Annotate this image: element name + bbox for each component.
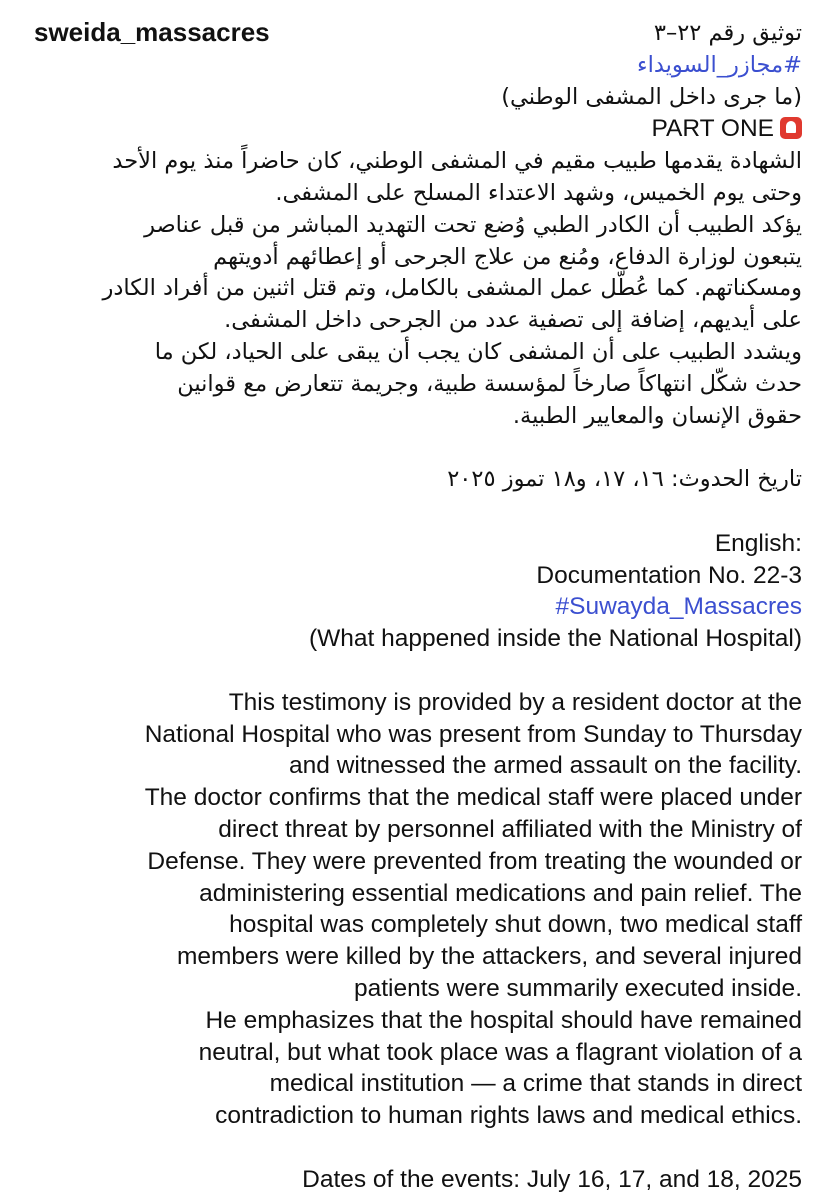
arabic-body-line: ومسكناتهم. كما عُطّل عمل المشفى بالكامل، وتم قتل اثنين من أفراد الكادر xyxy=(102,275,802,302)
arabic-doc-number: توثيق رقم ٢٢–٣ xyxy=(653,20,802,46)
paragraph-gap xyxy=(30,655,802,687)
english-body-line: Defense. They were prevented from treating the wounded or xyxy=(147,847,802,875)
paragraph-gap xyxy=(30,432,802,464)
english-body-line: administering essential medications and pain relief. The xyxy=(199,879,802,907)
post-body xyxy=(30,18,802,1195)
english-body-line: This testimony is provided by a resident doctor at the xyxy=(228,688,802,716)
english-body-line: The doctor confirms that the medical staff were placed under xyxy=(144,784,802,812)
arabic-body-line: وحتى يوم الخميس، وشهد الاعتداء المسلح على المشفى. xyxy=(275,179,802,206)
paragraph-gap xyxy=(30,1132,802,1164)
english-body-line: direct threat by personnel affiliated with the Ministry of xyxy=(218,815,802,843)
part-one-heading xyxy=(30,113,802,146)
arabic-body-line: حقوق الإنسان والمعايير الطبية. xyxy=(512,402,802,429)
arabic-hashtag-link[interactable]: #مجازر_السويداء xyxy=(637,51,802,78)
english-body-line: hospital was completely shut down, two medical staff xyxy=(229,911,802,939)
arabic-body-line: حدث شكّل انتهاكاً صارخاً لمؤسسة طبية، وجريمة تتعارض مع قوانين xyxy=(177,370,802,397)
arabic-body-line: على أيديهم، إضافة إلى تصفية عدد من الجرحى داخل المشفى. xyxy=(224,307,802,334)
english-body-line: patients were summarily executed inside. xyxy=(353,974,802,1002)
english-subtitle: (What happened inside the National Hospital) xyxy=(308,625,802,653)
english-body-line: and witnessed the armed assault on the facility. xyxy=(289,752,802,780)
part-one-label: PART ONE xyxy=(651,115,774,143)
english-section xyxy=(30,528,802,1196)
english-hashtag-link[interactable]: #Suwayda_Massacres xyxy=(555,593,802,621)
english-body-line: medical institution — a crime that stands in direct xyxy=(269,1070,802,1098)
arabic-subtitle: (ما جرى داخل المشفى الوطني) xyxy=(501,83,802,110)
english-dates-line: Dates of the events: July 16, 17, and 18, 2025 xyxy=(302,1165,802,1193)
english-body-line: members were killed by the attackers, and several injured xyxy=(176,943,802,971)
siren-icon xyxy=(780,117,802,139)
arabic-dates-line: تاريخ الحدوث: ١٦، ١٧، و١٨ تموز ٢٠٢٥ xyxy=(447,466,802,493)
arabic-body-line: يؤكد الطبيب أن الكادر الطبي وُضع تحت التهديد المباشر من قبل عناصر xyxy=(144,211,802,238)
arabic-section xyxy=(30,18,802,528)
english-doc-number: Documentation No. 22-3 xyxy=(536,561,802,589)
english-body-line: neutral, but what took place was a flagrant violation of a xyxy=(198,1038,802,1066)
arabic-body-line: ويشدد الطبيب على أن المشفى كان يجب أن يبقى على الحياد، لكن ما xyxy=(154,338,802,365)
paragraph-gap xyxy=(30,496,802,528)
english-label: English: xyxy=(714,529,802,557)
account-username[interactable]: sweida_massacres xyxy=(34,17,270,47)
english-body-line: He emphasizes that the hospital should have remained xyxy=(205,1006,802,1034)
english-body-line: contradiction to human rights laws and medical ethics. xyxy=(215,1102,802,1130)
arabic-body-line: يتبعون لوزارة الدفاع، ومُنع من علاج الجرحى أو إعطائهم أدويتهم xyxy=(213,243,802,270)
arabic-body-line: الشهادة يقدمها طبيب مقيم في المشفى الوطني، كان حاضراً منذ يوم الأحد xyxy=(112,148,802,175)
english-body-line: National Hospital who was present from Sunday to Thursday xyxy=(144,720,802,748)
